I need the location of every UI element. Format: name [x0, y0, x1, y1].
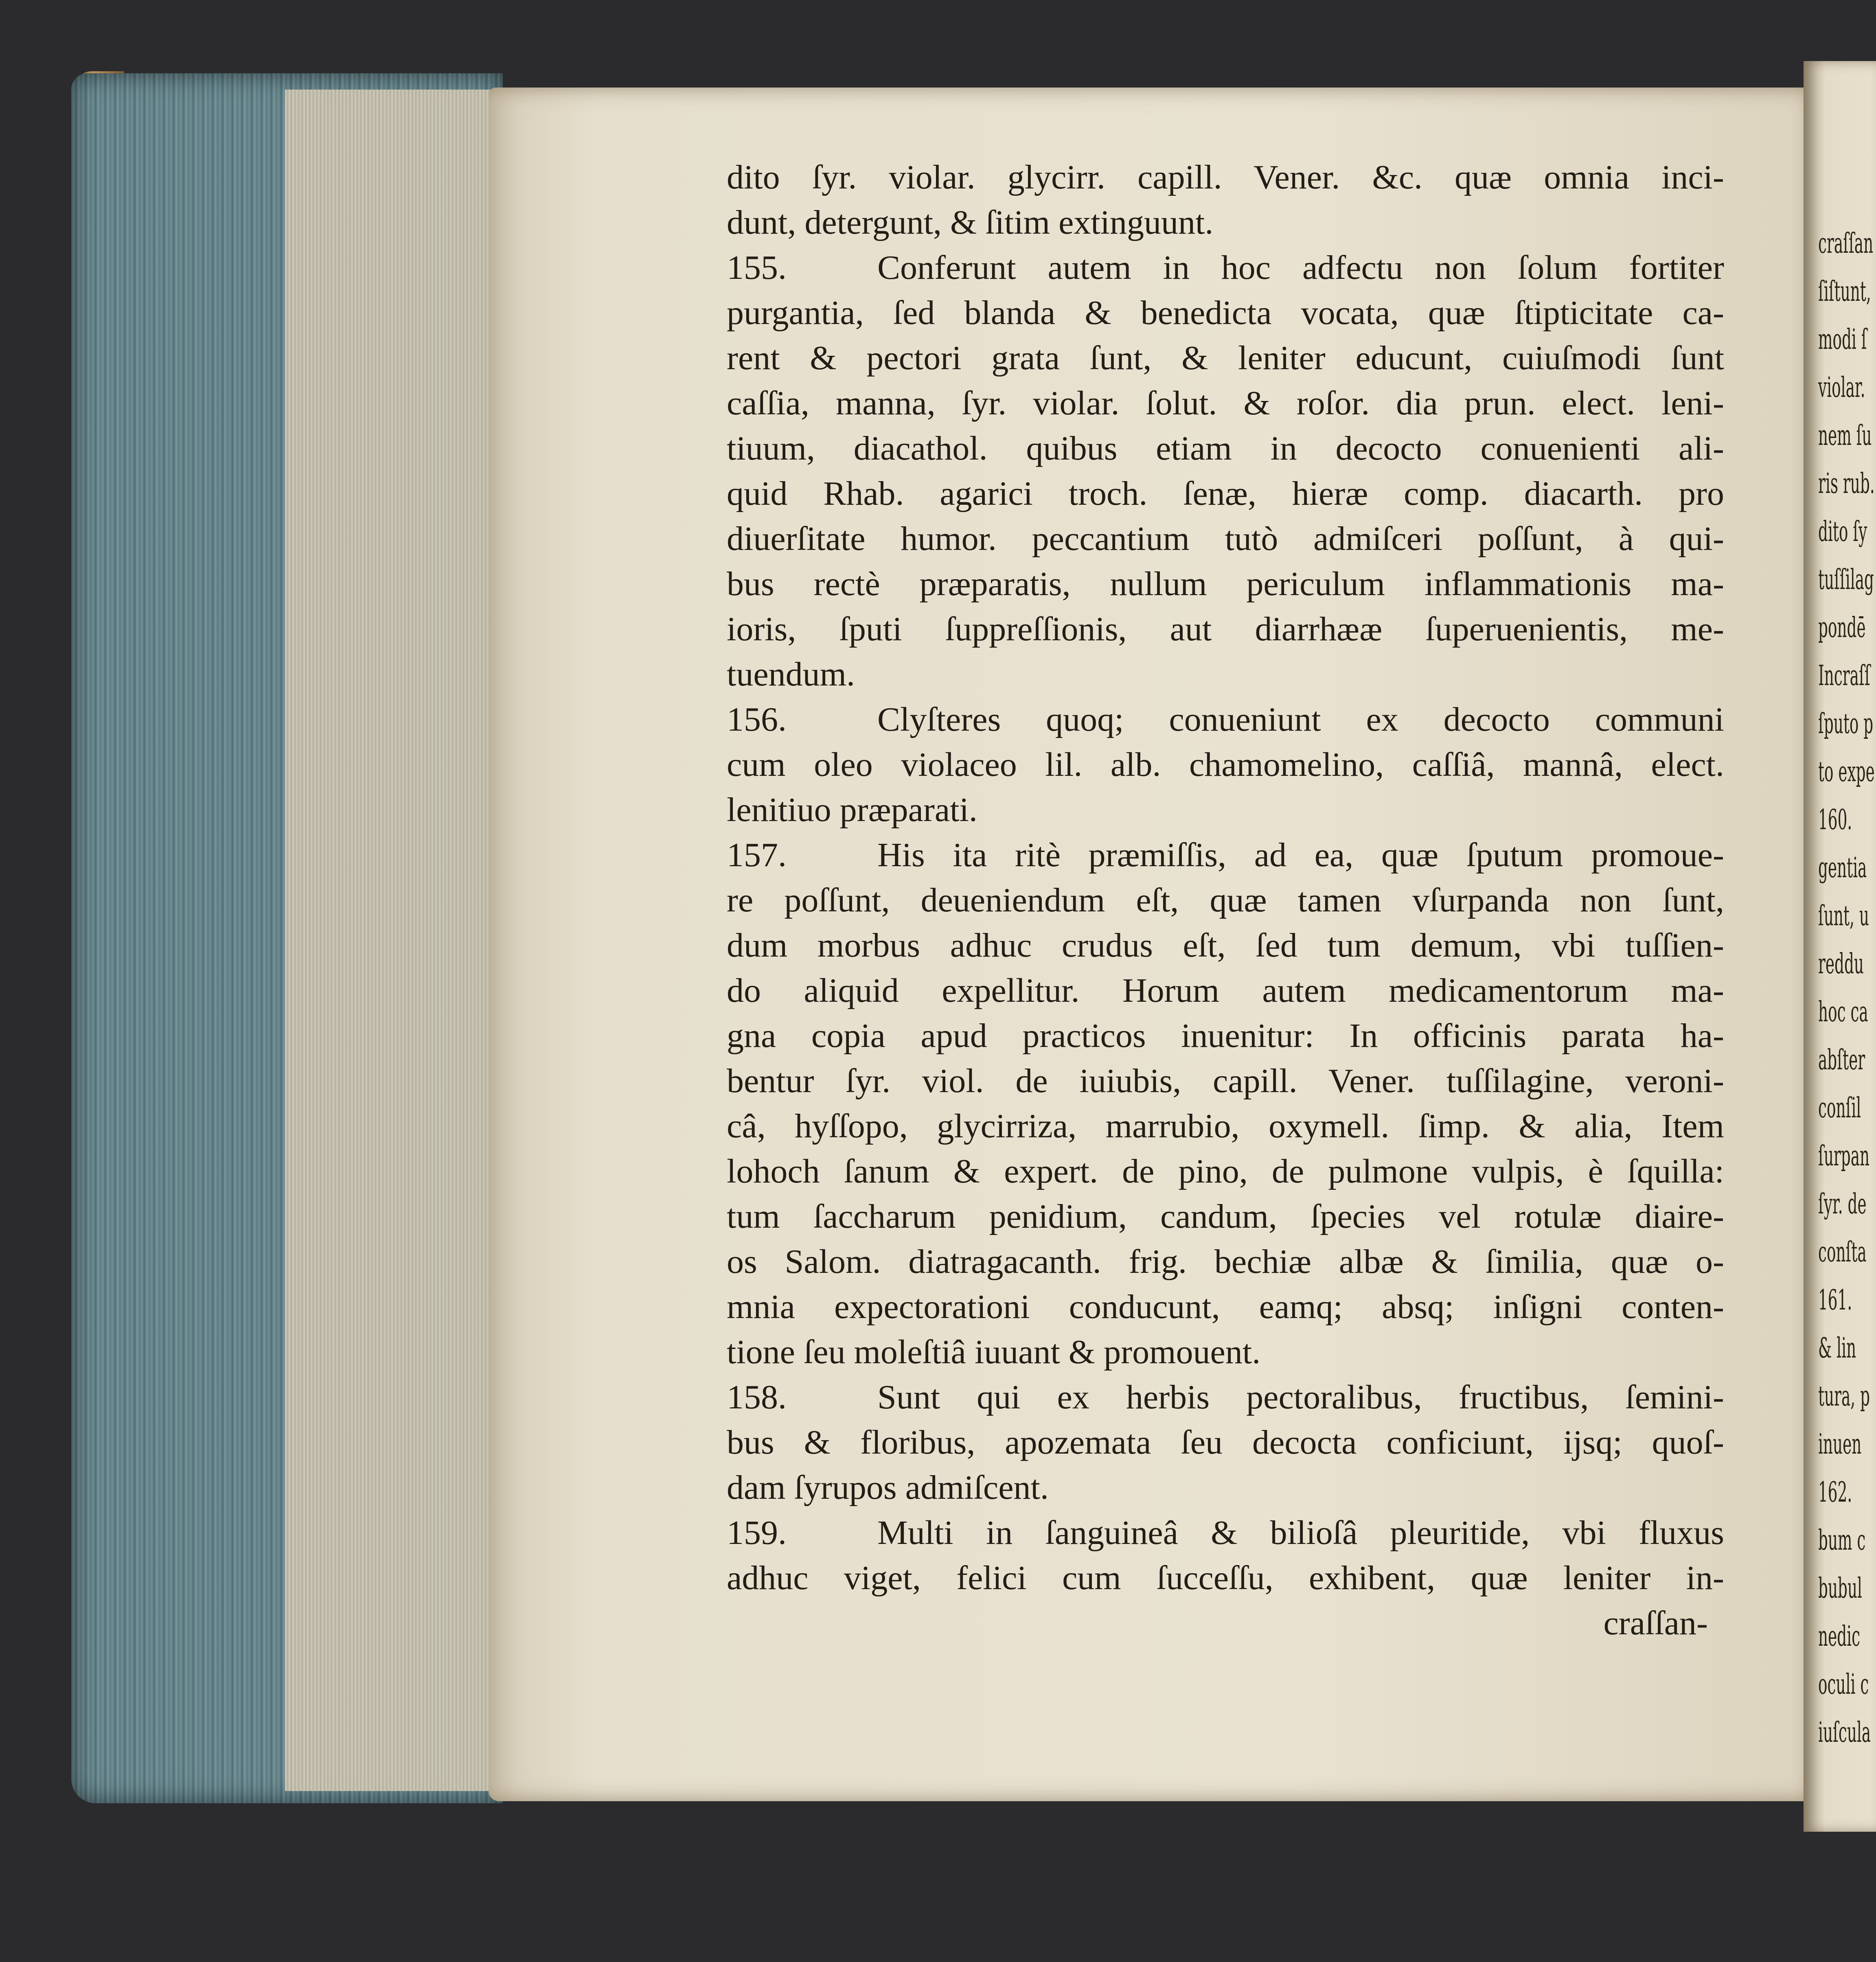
text-line: [727, 381, 1724, 426]
facing-line-fragment: violar.: [1818, 372, 1865, 404]
paragraph-number: 155.: [727, 249, 787, 287]
facing-line-fragment: hoc ca: [1818, 996, 1868, 1028]
text-line: [727, 245, 1724, 290]
line-text: purgantia, ſed blanda & benedicta vocata, quæ ſtipticitate ca-: [727, 294, 1724, 332]
facing-line-fragment: nem ſu: [1818, 420, 1872, 452]
line-text: bentur ſyr. viol. de iuiubis, capill. Vener. tuſſilagine, veroni-: [727, 1062, 1724, 1100]
facing-line-fragment: tuſſilag: [1818, 564, 1874, 596]
text-line: [727, 335, 1724, 381]
facing-line-fragment: craſſan: [1818, 228, 1874, 260]
line-text: ioris, ſputi ſuppreſſionis, aut diarrhææ ſuperuenientis, me-: [727, 610, 1724, 648]
line-text: tione ſeu moleſtiâ iuuant & promouent.: [727, 1333, 1261, 1371]
facing-line-fragment: nedic: [1818, 1620, 1861, 1653]
line-text: rent & pectori grata ſunt, & leniter educunt, cuiuſmodi ſunt: [727, 339, 1724, 377]
text-line: [727, 697, 1724, 742]
line-text: lenitiuo præparati.: [727, 791, 977, 829]
facing-line-fragment: ſunt, u: [1818, 900, 1869, 932]
facing-line-fragment: ris rub.: [1818, 468, 1875, 500]
facing-line-fragment: dito ſy: [1818, 516, 1867, 548]
facing-line-fragment: abſter: [1818, 1044, 1865, 1076]
facing-line-fragment: ſurpan: [1818, 1140, 1870, 1172]
text-line: [727, 426, 1724, 471]
facing-line-fragment: pondē: [1818, 612, 1866, 644]
facing-line-fragment: bum c: [1818, 1524, 1866, 1557]
text-line: [727, 155, 1724, 200]
text-line: [727, 968, 1724, 1013]
line-text: gna copia apud practicos inuenitur: In officinis parata ha-: [727, 1017, 1724, 1055]
facing-page-text: [1804, 220, 1876, 1757]
line-text: bus & floribus, apozemata ſeu decocta conficiunt, ijsq; quoſ-: [727, 1423, 1724, 1461]
line-text: do aliquid expellitur. Horum autem medicamentorum ma-: [727, 972, 1724, 1009]
line-text: tuendum.: [727, 655, 855, 693]
text-line: [727, 1058, 1724, 1104]
facing-line-fragment: oculi c: [1818, 1669, 1869, 1701]
line-text: lohoch ſanum & expert. de pino, de pulmone vulpis, è ſquilla:: [727, 1152, 1724, 1190]
facing-line-fragment: to expe: [1818, 756, 1875, 788]
paragraph-number: 159.: [727, 1514, 787, 1552]
line-text: Sunt qui ex herbis pectoralibus, fructibus, ſemini-: [877, 1378, 1724, 1416]
line-text: dum morbus adhuc crudus eſt, ſed tum demum, vbi tuſſien-: [727, 926, 1724, 964]
line-text: dito ſyr. violar. glycirr. capill. Vener. &c. quæ omnia inci-: [727, 158, 1724, 196]
line-text: tiuum, diacathol. quibus etiam in decocto conuenienti ali-: [727, 429, 1724, 467]
facing-line-fragment: 162.: [1818, 1476, 1852, 1509]
facing-line-fragment: Incraſſ: [1818, 660, 1870, 692]
text-line: [727, 290, 1724, 335]
line-text: os Salom. diatragacanth. frig. bechiæ albæ & ſimilia, quæ o-: [727, 1243, 1724, 1281]
text-line: [727, 1375, 1724, 1420]
text-line: [727, 516, 1724, 561]
line-text: diuerſitate humor. peccantium tutò admiſceri poſſunt, à qui-: [727, 520, 1724, 558]
facing-line-fragment: ſyr. de: [1818, 1188, 1867, 1220]
line-text: Clyſteres quoq; conueniunt ex decocto communi: [877, 701, 1724, 738]
line-text: dam ſyrupos admiſcent.: [727, 1469, 1049, 1507]
line-text: mnia expectorationi conducunt, eamq; absq; inſigni conten-: [727, 1288, 1724, 1326]
text-line: [727, 923, 1724, 968]
facing-line-fragment: conſil: [1818, 1092, 1861, 1124]
facing-line-fragment: 161.: [1818, 1284, 1852, 1316]
text-line: [727, 652, 1724, 697]
line-text: adhuc viget, felici cum ſucceſſu, exhibent, quæ leniter in-: [727, 1559, 1724, 1597]
catchword: craſſan-: [1603, 1604, 1708, 1642]
facing-line-fragment: reddu: [1818, 948, 1864, 980]
text-line: [727, 742, 1724, 787]
line-text: cum oleo violaceo lil. alb. chamomelino, caſſiâ, mannâ, elect.: [727, 746, 1724, 784]
line-text: His ita ritè præmiſſis, ad ea, quæ ſputum promoue-: [877, 836, 1724, 874]
facing-line-fragment: bubul: [1818, 1572, 1863, 1605]
text-line: [727, 1465, 1724, 1510]
facing-line-fragment: ſputo p: [1818, 708, 1874, 740]
line-text: quid Rhab. agarici troch. ſenæ, hieræ comp. diacarth. pro: [727, 475, 1724, 512]
page-stack: [285, 90, 505, 1791]
line-text: Multi in ſanguineâ & bilioſâ pleuritide, vbi fluxus: [877, 1514, 1724, 1552]
text-line: [727, 1284, 1724, 1329]
text-line: [727, 787, 1724, 832]
line-text: re poſſunt, deueniendum eſt, quæ tamen vſurpanda non ſunt,: [727, 881, 1724, 919]
paragraph-number: 157.: [727, 836, 787, 874]
paragraph-number: 156.: [727, 701, 787, 738]
text-line: [727, 471, 1724, 516]
text-line: [727, 607, 1724, 652]
paragraph-number: 158.: [727, 1378, 787, 1416]
facing-line-fragment: 160.: [1818, 804, 1852, 836]
text-line: [727, 561, 1724, 607]
line-text: bus rectè præparatis, nullum periculum inflammationis ma-: [727, 565, 1724, 603]
line-text: caſſia, manna, ſyr. violar. ſolut. & roſor. dia prun. elect. leni-: [727, 384, 1724, 422]
line-text: câ, hyſſopo, glycirriza, marrubio, oxymell. ſimp. & alia, Item: [727, 1107, 1724, 1145]
text-line: [727, 1555, 1724, 1601]
text-line: [727, 1510, 1724, 1555]
text-line: [727, 1420, 1724, 1465]
facing-line-fragment: & lin: [1818, 1332, 1856, 1364]
text-line: [727, 1104, 1724, 1149]
text-line: [727, 1194, 1724, 1239]
line-text: Conferunt autem in hoc adfectu non ſolum fortiter: [877, 249, 1724, 287]
text-line: [727, 1329, 1724, 1375]
facing-line-fragment: iuſcula: [1818, 1717, 1871, 1749]
facing-line-fragment: gentia: [1818, 852, 1867, 884]
facing-line-fragment: inuen: [1818, 1428, 1862, 1461]
text-line: [727, 1239, 1724, 1284]
text-line: [727, 1149, 1724, 1194]
page-text: [727, 155, 1724, 1646]
text-line: [727, 878, 1724, 923]
line-text: dunt, detergunt, & ſitim extinguunt.: [727, 204, 1214, 241]
facing-line-fragment: ſiſtunt,: [1818, 276, 1871, 308]
facing-line-fragment: tura, p: [1818, 1380, 1870, 1412]
text-line: [727, 200, 1724, 245]
facing-line-fragment: modi ſ: [1818, 324, 1867, 356]
facing-line-fragment: conſta: [1818, 1236, 1867, 1268]
text-line: [727, 832, 1724, 878]
facing-page-edge: [1804, 61, 1876, 1832]
text-line: [727, 1013, 1724, 1058]
line-text: tum ſaccharum penidium, candum, ſpecies vel rotulæ diaire-: [727, 1198, 1724, 1235]
